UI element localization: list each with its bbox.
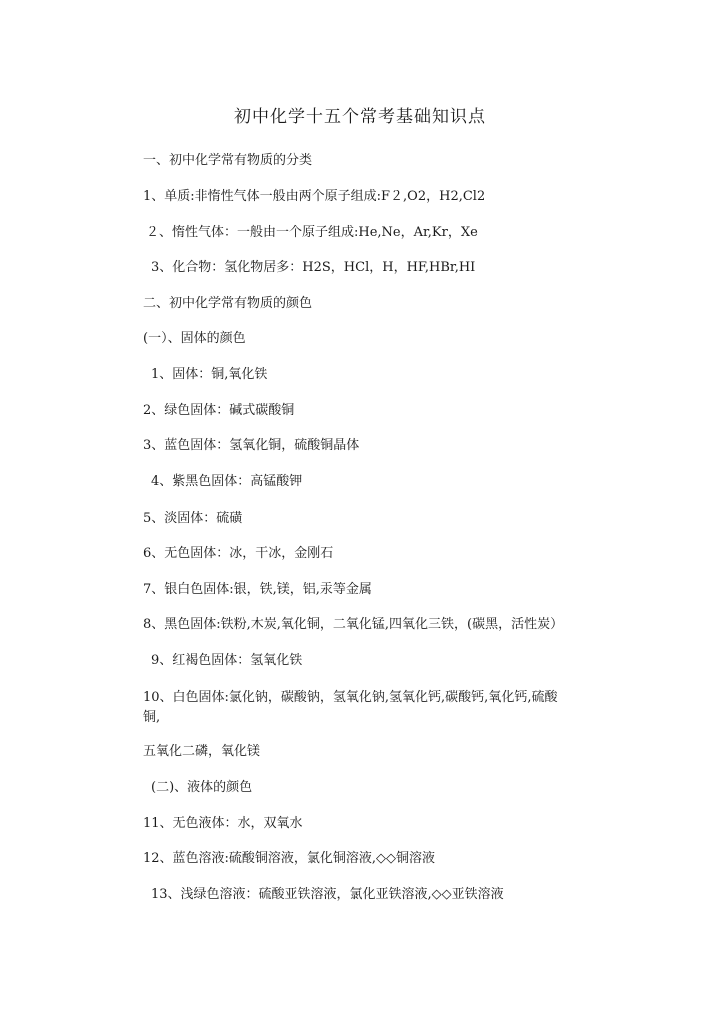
list-item: 1、单质:非惰性气体一般由两个原子组成:F２,O2，H2,Cl2 bbox=[143, 189, 486, 204]
subsection-heading-solids: (一）、固体的颜色 bbox=[143, 331, 246, 346]
list-item: 6、无色固体：冰，干冰，金刚石 bbox=[143, 546, 334, 561]
section-heading-classification: 一、初中化学常有物质的分类 bbox=[143, 153, 313, 168]
list-item: 2、绿色固体：碱式碳酸铜 bbox=[143, 403, 295, 418]
section-heading-colors: 二、初中化学常有物质的颜色 bbox=[143, 296, 313, 311]
list-item: 3、化合物：氢化物居多：H2S，HCl，H，HF,HBr,HI bbox=[151, 260, 476, 275]
list-item: 4、紫黑色固体：高锰酸钾 bbox=[151, 474, 303, 489]
list-item: ２、惰性气体：一般由一个原子组成:He,Ne，Ar,Kr，Xe bbox=[146, 225, 478, 240]
list-item: 3、蓝色固体：氢氧化铜，硫酸铜晶体 bbox=[143, 438, 360, 453]
list-item-continuation: 五氧化二磷，氧化镁 bbox=[143, 744, 261, 759]
list-item: 11、无色液体：水，双氧水 bbox=[143, 816, 303, 831]
list-item: 8、黑色固体:铁粉,木炭,氧化铜，二氧化锰,四氧化三铁，(碳黑，活性炭） bbox=[143, 617, 564, 632]
page-title: 初中化学十五个常考基础知识点 bbox=[234, 107, 486, 127]
list-item: 9、红褐色固体：氢氧化铁 bbox=[151, 653, 303, 668]
list-item: 10、白色固体:氯化钠，碳酸钠，氢氧化钠,氢氧化钙,碳酸钙,氧化钙,硫酸铜, bbox=[143, 690, 558, 725]
list-item: 1、固体：铜,氧化铁 bbox=[151, 367, 268, 382]
subsection-heading-liquids: (二)、液体的颜色 bbox=[151, 780, 253, 795]
list-item: 5、淡固体：硫磺 bbox=[143, 511, 243, 526]
list-item: 7、银白色固体:银，铁,镁，铝,汞等金属 bbox=[143, 582, 372, 597]
list-item: 13、浅绿色溶液：硫酸亚铁溶液，氯化亚铁溶液,◇◇亚铁溶液 bbox=[151, 887, 504, 902]
list-item: 12、蓝色溶液:硫酸铜溶液，氯化铜溶液,◇◇铜溶液 bbox=[143, 851, 436, 866]
